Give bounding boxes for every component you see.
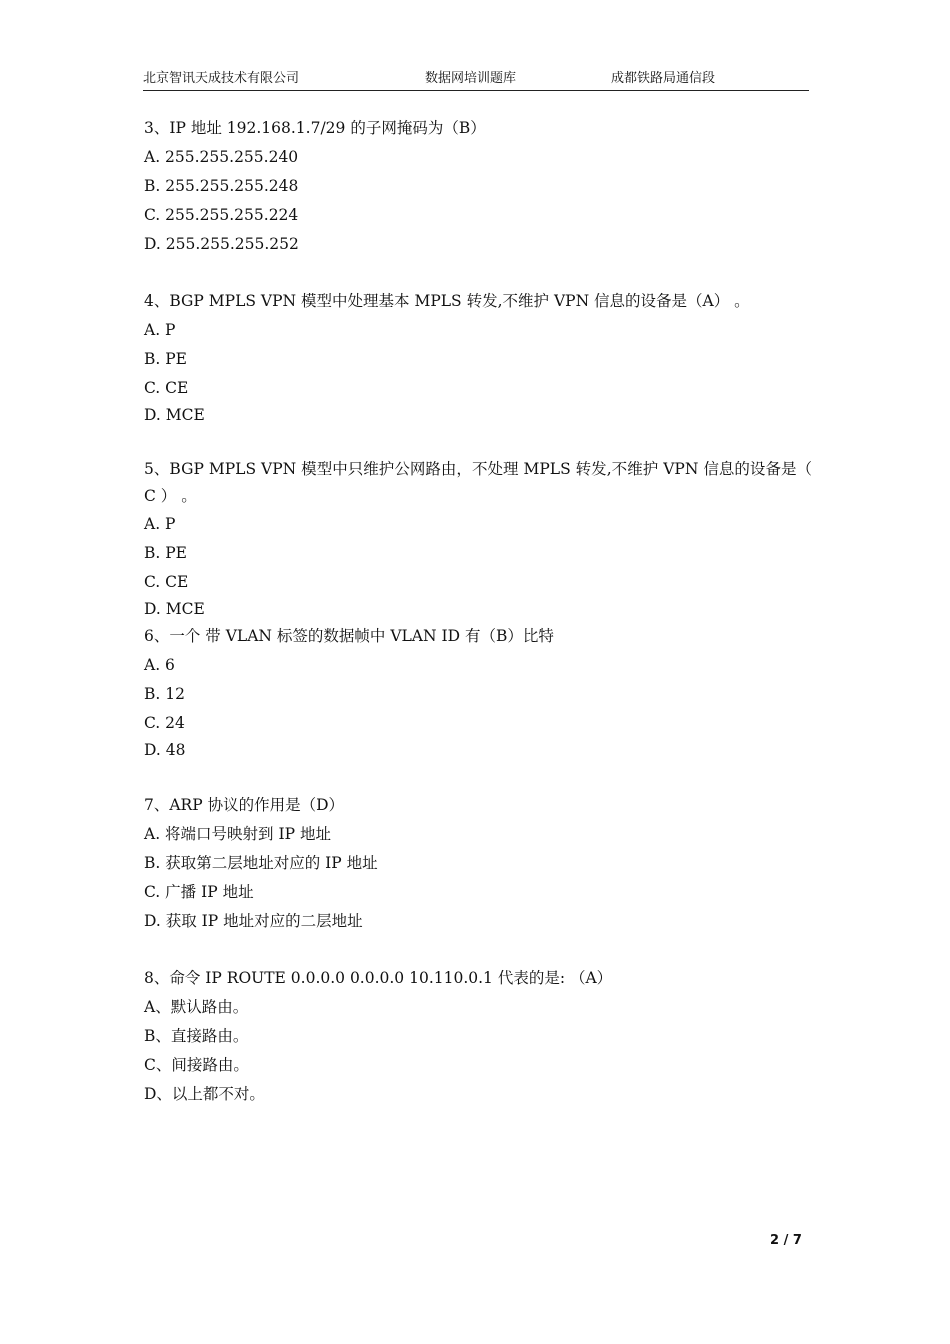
question-text: 7、ARP 协议的作用是（D） <box>144 796 345 814</box>
option-item: B、直接路由。 <box>144 1027 249 1045</box>
header-title: 数据网培训题库 <box>425 71 517 86</box>
spacer <box>144 428 812 456</box>
option-item: B. 获取第二层地址对应的 IP 地址 <box>144 854 378 872</box>
spacer <box>144 259 812 287</box>
option-item: D. 48 <box>144 741 186 759</box>
option-item: A. P <box>144 321 176 339</box>
question-text: 4、BGP MPLS VPN 模型中处理基本 MPLS 转发,不维护 VPN 信息的设备是（A） 。 <box>144 292 750 310</box>
question-block <box>144 791 812 936</box>
question-block <box>144 456 812 622</box>
header-department: 成都铁路局通信段 <box>611 71 716 86</box>
spacer <box>144 763 812 791</box>
option-item: C. CE <box>144 573 189 591</box>
option-item: C. 255.255.255.224 <box>144 206 299 224</box>
option-item: C. 24 <box>144 714 185 732</box>
page-header <box>143 70 809 91</box>
option-item: B. 12 <box>144 685 185 703</box>
option-item: D、以上都不对。 <box>144 1085 265 1103</box>
option-item: B. PE <box>144 544 187 562</box>
question-block <box>144 287 812 428</box>
header-company: 北京智讯天成技术有限公司 <box>143 71 300 86</box>
spacer <box>144 936 812 964</box>
option-item: A. 255.255.255.240 <box>144 148 299 166</box>
question-text: 8、命令 IP ROUTE 0.0.0.0 0.0.0.0 10.110.0.1 代表的是: （A） <box>144 969 613 987</box>
question-list <box>144 114 812 1109</box>
option-item: D. MCE <box>144 406 205 424</box>
page-number: 2 / 7 <box>770 1233 802 1248</box>
question-block <box>144 964 812 1109</box>
option-item: C. 广播 IP 地址 <box>144 883 254 901</box>
option-item: A、默认路由。 <box>144 998 249 1016</box>
option-item: C、间接路由。 <box>144 1056 249 1074</box>
option-item: D. MCE <box>144 600 205 618</box>
question-text: 3、IP 地址 192.168.1.7/29 的子网掩码为（B） <box>144 119 486 137</box>
question-block <box>144 622 812 763</box>
option-item: B. 255.255.255.248 <box>144 177 299 195</box>
option-item: A. P <box>144 515 176 533</box>
option-item: A. 将端口号映射到 IP 地址 <box>144 825 331 843</box>
question-block <box>144 114 812 259</box>
option-item: A. 6 <box>144 656 175 674</box>
option-item: C. CE <box>144 379 189 397</box>
option-item: D. 255.255.255.252 <box>144 235 299 253</box>
option-item: B. PE <box>144 350 187 368</box>
question-text: 6、一个 带 VLAN 标签的数据帧中 VLAN ID 有（B）比特 <box>144 627 554 645</box>
question-text: 5、BGP MPLS VPN 模型中只维护公网路由，不处理 MPLS 转发,不维护 VPN 信息的设备是（ C ） 。 <box>144 460 812 505</box>
option-item: D. 获取 IP 地址对应的二层地址 <box>144 912 363 930</box>
